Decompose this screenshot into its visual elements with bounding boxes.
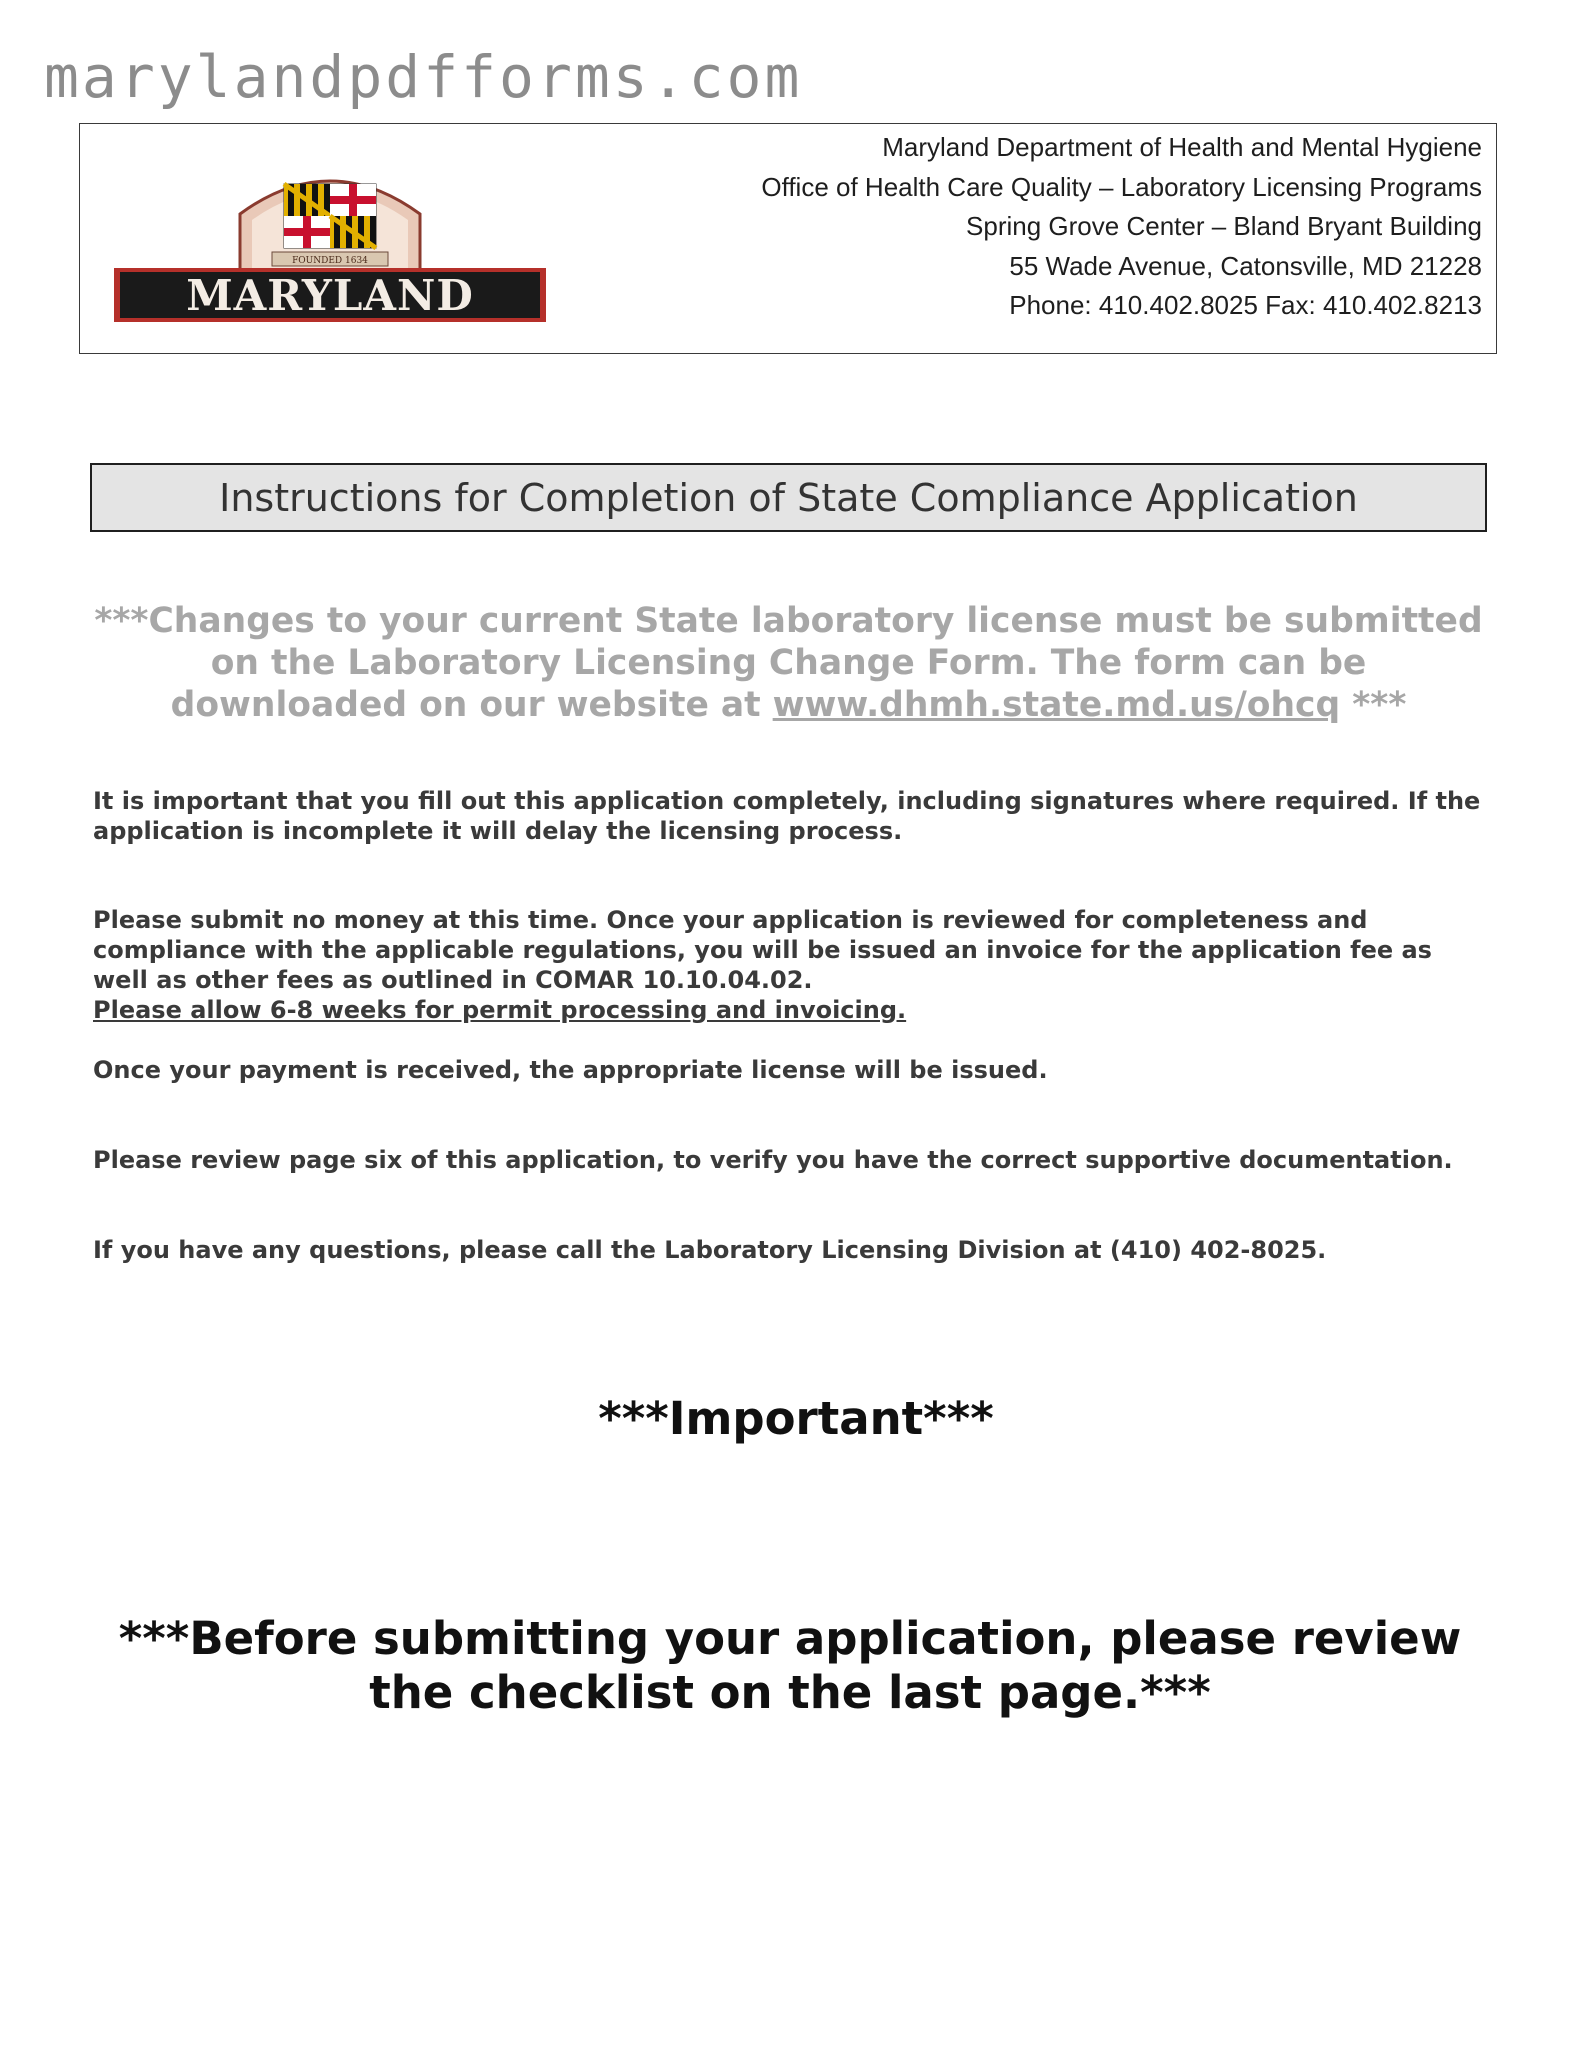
maryland-logo: [112, 162, 548, 322]
page-title: Instructions for Completion of State Compliance Application: [219, 475, 1358, 520]
notice-text: ***Changes to your current State laboratory license must be submitted on the Laboratory Licensing Change Form. The form can be downloaded on our website at: [94, 601, 1483, 725]
address-line-building: Spring Grove Center – Bland Bryant Building: [966, 211, 1482, 241]
processing-time-note: Please allow 6-8 weeks for permit processing and invoicing.: [93, 996, 907, 1024]
office-address: [761, 128, 1482, 326]
letterhead: [79, 123, 1497, 354]
address-line-department: Maryland Department of Health and Mental Hygiene: [882, 132, 1482, 162]
instruction-no-money-text: Please submit no money at this time. Once your application is reviewed for completeness and compliance with the applicable regulations, you will be issued an invoice for the application fee as well as other fees as outlined in COMAR 10.10.04.02.: [93, 906, 1432, 994]
flag-icon: [284, 184, 376, 248]
founded-text: FOUNDED 1634: [292, 256, 368, 266]
address-line-phone-fax: Phone: 410.402.8025 Fax: 410.402.8213: [1009, 290, 1482, 320]
instruction-questions-contact: If you have any questions, please call the Laboratory Licensing Division at (410) 402-8025.: [93, 1236, 1327, 1264]
logo-wordmark: MARYLAND: [186, 271, 474, 320]
instruction-no-money: [93, 905, 1493, 1025]
instruction-payment: Once your payment is received, the appropriate license will be issued.: [93, 1056, 1048, 1084]
watermark: marylandpdfforms.com: [44, 43, 803, 111]
notice-suffix: ***: [1340, 685, 1407, 725]
instruction-complete-application: It is important that you fill out this application completely, including signatures where required. If the application is incomplete it will delay the licensing process.: [93, 787, 1481, 845]
checklist-reminder: ***Before submitting your application, please review the checklist on the last page.***: [118, 1612, 1462, 1719]
instruction-review-page-six: Please review page six of this application, to verify you have the correct supportive documentation.: [93, 1146, 1453, 1174]
important-heading: ***Important***: [598, 1392, 994, 1445]
page-title-box: [90, 463, 1487, 532]
address-line-street: 55 Wade Avenue, Catonsville, MD 21228: [1009, 250, 1482, 281]
website-link[interactable]: www.dhmh.state.md.us/ohcq: [772, 685, 1341, 725]
change-form-notice: [90, 600, 1487, 726]
address-line-office: Office of Health Care Quality – Laboratory Licensing Programs: [761, 171, 1482, 202]
